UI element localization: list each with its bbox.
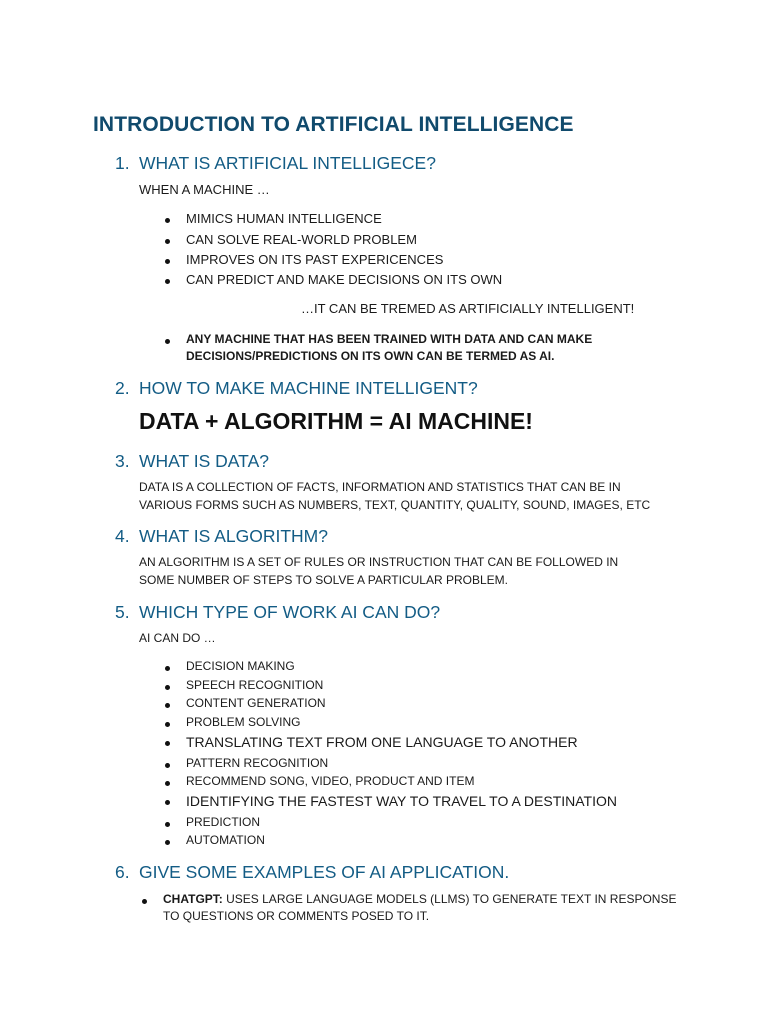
list-item: CONTENT GENERATION [186, 696, 326, 710]
section-number: 5. [115, 602, 130, 622]
formula-text: DATA + ALGORITHM = AI MACHINE! [139, 408, 533, 434]
list-item: PREDICTION [186, 815, 261, 829]
document-title: INTRODUCTION TO ARTIFICIAL INTELLIGENCE [93, 113, 574, 136]
list-item: TRANSLATING TEXT FROM ONE LANGUAGE TO ANOTHER [186, 734, 578, 750]
section-5-heading [115, 602, 440, 623]
list-item-note: ANY MACHINE THAT HAS BEEN TRAINED WITH DATA AND CAN MAKE [186, 332, 593, 346]
list-item: SPEECH RECOGNITION [186, 678, 324, 692]
section-number: 1. [115, 153, 130, 173]
list-item: PATTERN RECOGNITION [186, 756, 329, 770]
section-1-intro: WHEN A MACHINE … [139, 182, 270, 197]
section-title: WHAT IS ALGORITHM? [139, 526, 328, 546]
list-item: CAN SOLVE REAL-WORLD PROBLEM [186, 232, 417, 247]
section-6-heading [115, 862, 509, 883]
example-description: USES LARGE LANGUAGE MODELS (LLMS) TO GENERATE TEXT IN RESPONSE [226, 892, 677, 906]
section-number: 3. [115, 451, 130, 471]
section-number: 4. [115, 526, 130, 546]
list-item: RECOMMEND SONG, VIDEO, PRODUCT AND ITEM [186, 774, 475, 788]
paragraph-line: AN ALGORITHM IS A SET OF RULES OR INSTRUCTION THAT CAN BE FOLLOWED IN [139, 555, 619, 569]
list-item: IMPROVES ON ITS PAST EXPERICENCES [186, 252, 444, 267]
example-term: CHATGPT: [163, 892, 223, 906]
section-4-heading [115, 526, 328, 547]
note-continuation: DECISIONS/PREDICTIONS ON ITS OWN CAN BE TERMED AS AI. [186, 349, 555, 363]
paragraph-line: VARIOUS FORMS SUCH AS NUMBERS, TEXT, QUANTITY, QUALITY, SOUND, IMAGES, ETC [139, 498, 651, 512]
section-title: WHAT IS DATA? [139, 451, 269, 471]
example-continuation: TO QUESTIONS OR COMMENTS POSED TO IT. [163, 909, 430, 923]
section-1-conclusion: …IT CAN BE TREMED AS ARTIFICIALLY INTELLIGENT! [301, 301, 635, 316]
section-5-intro: AI CAN DO … [139, 631, 216, 645]
example-item [163, 892, 676, 906]
list-item: PROBLEM SOLVING [186, 715, 301, 729]
section-3-heading [115, 451, 269, 472]
list-item: DECISION MAKING [186, 659, 295, 673]
section-number: 2. [115, 378, 130, 398]
paragraph-line: DATA IS A COLLECTION OF FACTS, INFORMATION AND STATISTICS THAT CAN BE IN [139, 480, 621, 494]
section-title: HOW TO MAKE MACHINE INTELLIGENT? [139, 378, 478, 398]
list-item: AUTOMATION [186, 833, 265, 847]
paragraph-line: SOME NUMBER OF STEPS TO SOLVE A PARTICULAR PROBLEM. [139, 573, 508, 587]
list-item: MIMICS HUMAN INTELLIGENCE [186, 211, 382, 226]
list-item: CAN PREDICT AND MAKE DECISIONS ON ITS OWN [186, 272, 503, 287]
list-item: IDENTIFYING THE FASTEST WAY TO TRAVEL TO A DESTINATION [186, 793, 617, 809]
section-title: GIVE SOME EXAMPLES OF AI APPLICATION. [139, 862, 510, 882]
section-number: 6. [115, 862, 130, 882]
section-title: WHAT IS ARTIFICIAL INTELLIGECE? [139, 153, 436, 173]
section-1-heading [115, 153, 436, 174]
section-title: WHICH TYPE OF WORK AI CAN DO? [139, 602, 441, 622]
section-2-heading [115, 378, 478, 399]
